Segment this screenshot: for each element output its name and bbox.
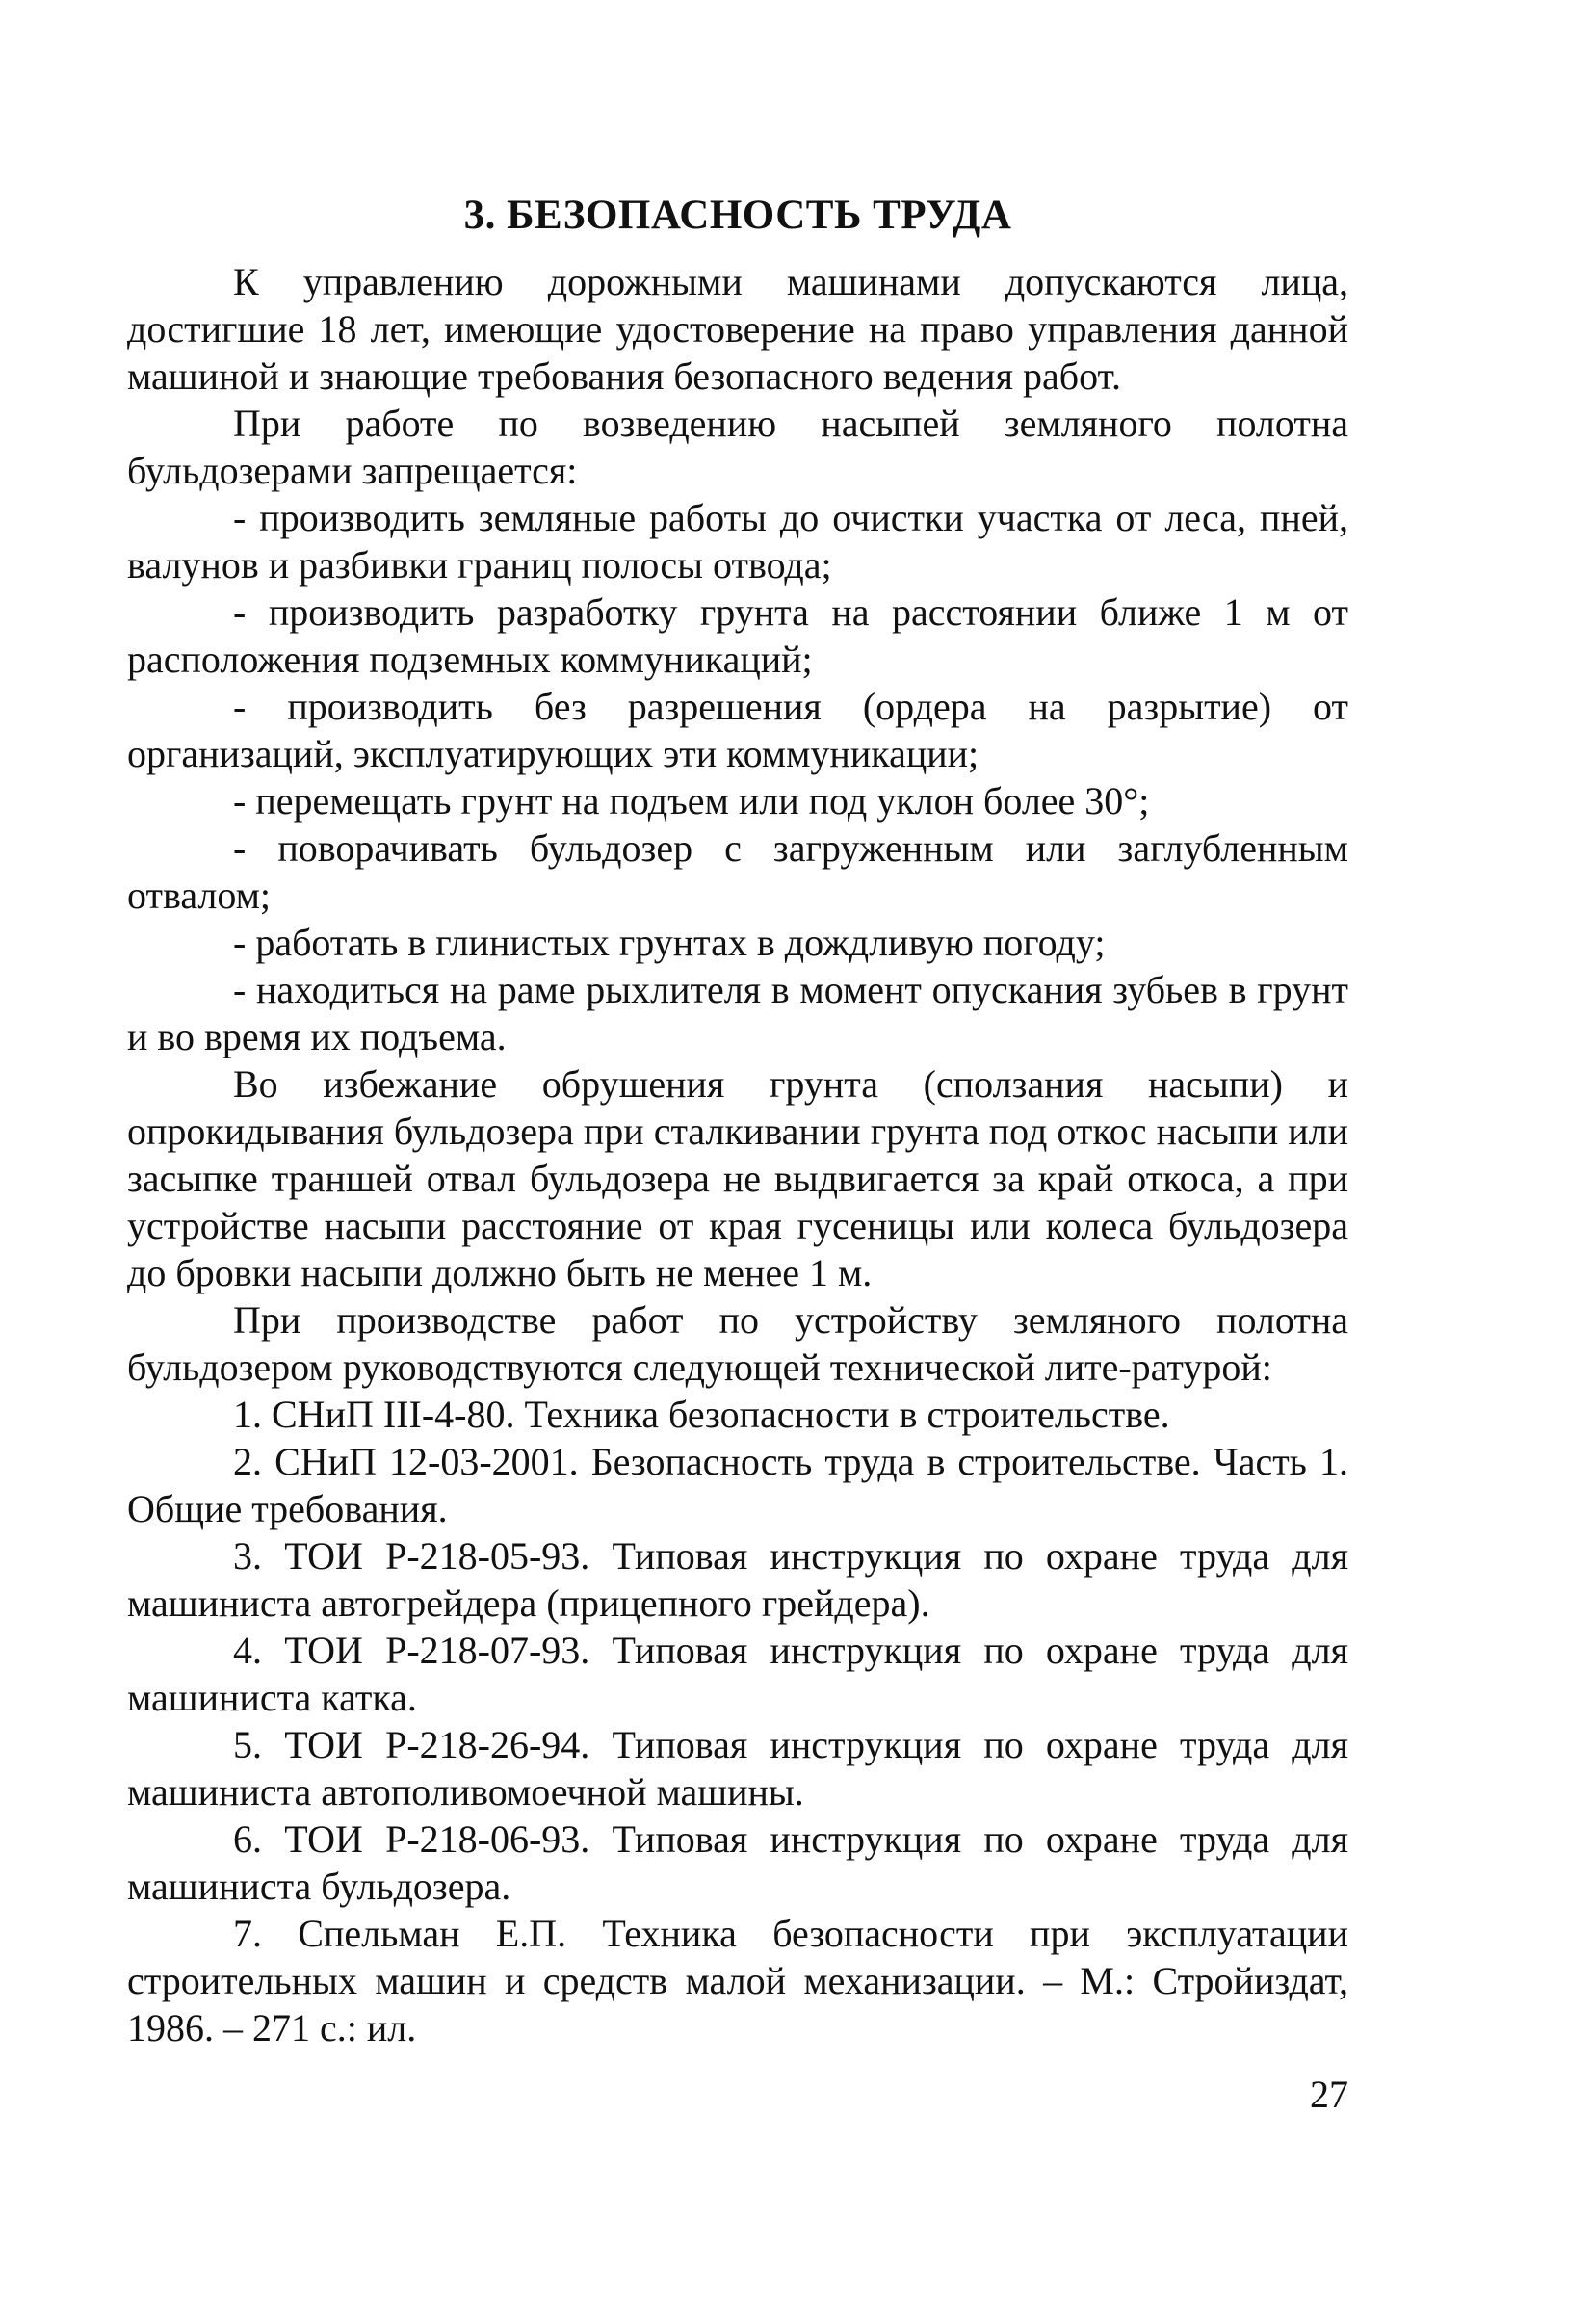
collapse-paragraph: Во избежание обрушения грунта (сползания насыпи) и опрокидывания бульдозера при сталкивании грунта под откос насыпи или засыпке траншей отвал бульдозера не выдвигается за край откоса, а при устройстве насыпи расстояние от края гусеницы или колеса бульдозера до бровки насыпи должно быть не менее 1 м. (127, 1062, 1348, 1294)
prohibited-lead-paragraph: При работе по возведению насыпей земляного полотна бульдозерами запрещается: (127, 402, 1348, 492)
page-content (127, 189, 1348, 2051)
intro-paragraph: К управлению дорожными машинами допускаются лица, достигшие 18 лет, имеющие удостоверение на право управления данной машиной и знающие требования безопасного ведения работ. (127, 260, 1348, 398)
literature-item: 5. ТОИ Р-218-26-94. Типовая инструкция по охране труда для машиниста автополивомоечной машины. (127, 1723, 1348, 1814)
prohibited-item: - находиться на раме рыхлителя в момент опускания зубьев в грунт и во время их подъема. (127, 968, 1348, 1058)
literature-item: 6. ТОИ Р-218-06-93. Типовая инструкция по охране труда для машиниста бульдозера. (127, 1817, 1348, 1908)
page-number: 27 (1310, 2073, 1348, 2116)
prohibited-list (127, 494, 1348, 1060)
prohibited-item: - перемещать грунт на подъем или под уклон более 30°; (233, 779, 1150, 823)
section-title: 3. БЕЗОПАСНОСТЬ ТРУДА (463, 193, 1012, 238)
literature-list (127, 1391, 1348, 2051)
prohibited-item: - поворачивать бульдозер с загруженным или заглубленным отвалом; (127, 826, 1348, 917)
prohibited-item: - производить разработку грунта на расстоянии ближе 1 м от расположения подземных коммуникаций; (127, 590, 1348, 681)
prohibited-item: - производить без разрешения (ордера на разрытие) от организаций, эксплуатирующих эти коммуникации; (127, 685, 1348, 775)
literature-item: 1. СНиП III-4-80. Техника безопасности в строительстве. (233, 1393, 1170, 1436)
prohibited-item: - работать в глинистых грунтах в дождливую погоду; (233, 921, 1106, 964)
literature-item: 4. ТОИ Р-218-07-93. Типовая инструкция по охране труда для машиниста катка. (127, 1629, 1348, 1719)
literature-item: 7. Спельман Е.П. Техника безопасности при эксплуатации строительных машин и средств малой механизации. – М.: Стройиздат, 1986. – 271 с.: ил. (127, 1912, 1348, 2050)
literature-lead-paragraph: При производстве работ по устройству земляного полотна бульдозером руководствуются следующей технической лите-ратурой: (127, 1298, 1348, 1389)
literature-item: 3. ТОИ Р-218-05-93. Типовая инструкция по охране труда для машиниста автогрейдера (прицепного грейдера). (127, 1534, 1348, 1625)
literature-item: 2. СНиП 12-03-2001. Безопасность труда в строительстве. Часть 1. Общие требования. (127, 1440, 1348, 1530)
prohibited-item: - производить земляные работы до очистки участка от леса, пней, валунов и разбивки границ полосы отвода; (127, 496, 1348, 587)
